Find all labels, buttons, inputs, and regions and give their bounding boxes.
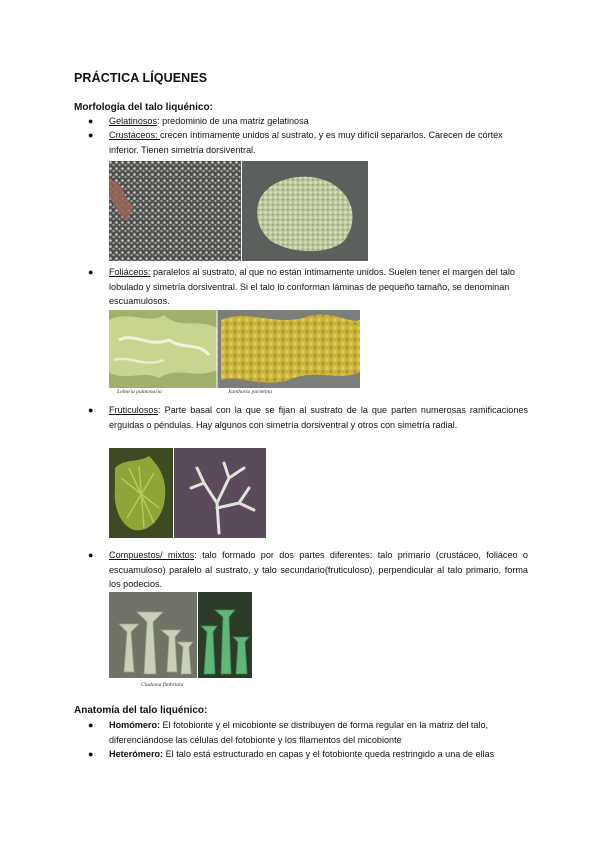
desc-foliaceos: paralelos al sustrato, al que no están íntimamente unidos. Suelen tener el margen del talo lobulado y simetría dorsiventral. Si el talo lo conforman láminas de pequeño tamaño, se denominan escuamulosos.: [109, 267, 515, 307]
desc-compuestos: : talo formado por dos partes diferentes: talo primario (crustáceo, foliáceo o escuamuloso) paralelo al sustrato, y talo secundario(fruticuloso), perpendicular al talo primario, forma los podecios.: [109, 550, 528, 590]
term-heteromero: Heterómero:: [109, 749, 164, 759]
bullet-icon: ●: [88, 405, 94, 415]
term-crustaceos: Crustáceos:: [109, 130, 161, 140]
page-title: PRÁCTICA LÍQUENES: [74, 71, 208, 85]
fruticose-lichen-photos: [109, 448, 266, 538]
list-item-fruticulosos: [88, 403, 528, 432]
bullet-icon: ●: [88, 130, 94, 140]
desc-heteromero: El talo está estructurado en capas y el fotobionte queda restringido a una de ellas: [163, 749, 495, 759]
bullet-icon: ●: [88, 720, 94, 730]
term-compuestos: Compuestos/ mixtos: [109, 550, 195, 560]
term-gelatinosos: Gelatinosos: [109, 116, 158, 126]
list-item-compuestos: [88, 548, 528, 592]
list-item-heteromero: [88, 747, 528, 762]
list-item-crustaceos: [88, 128, 528, 157]
caption-xanthoria: Xanthoria parietina: [228, 389, 272, 395]
list-item-homomero: [88, 718, 528, 747]
morphology-heading: Morfología del talo liquénico:: [74, 102, 213, 113]
list-item-gelatinosos: [88, 114, 528, 129]
desc-crustaceos: crecen íntimamente unidos al sustrato, y es muy difícil separarlos. Carecen de córtex inferior. Tienen simetría dorsiventral.: [109, 130, 503, 155]
bullet-icon: ●: [88, 116, 94, 126]
caption-cladonia: Cladonia fimbriata: [141, 682, 184, 688]
bullet-icon: ●: [88, 550, 94, 560]
term-foliaceos: Foliáceos:: [109, 267, 151, 277]
list-item-foliaceos: [88, 265, 528, 309]
caption-lobaria: Lobaria pulmonaria: [117, 389, 162, 395]
desc-homomero: El fotobionte y el micobionte se distribuyen de forma regular en la matriz del talo, diferenciándose las células del fotobionte y los filamentos del micobionte: [109, 720, 489, 745]
anatomy-heading: Anatomía del talo liquénico:: [74, 705, 208, 716]
term-homomero: Homómero:: [109, 720, 161, 730]
term-fruticulosos: Fruticulosos: [109, 405, 159, 415]
composite-lichen-photos: [109, 592, 252, 678]
bullet-icon: ●: [88, 749, 94, 759]
foliose-lichen-photos: [109, 310, 360, 388]
desc-gelatinosos: : predominio de una matriz gelatinosa: [157, 116, 309, 126]
desc-fruticulosos: : Parte basal con la que se fijan al sustrato de la que parten numerosas ramificaciones erguidas o péndulas. Hay algunos con simetría dorsiventral y otros con simetría radial.: [109, 405, 528, 430]
bullet-icon: ●: [88, 267, 94, 277]
crustose-lichen-photos: [109, 161, 368, 261]
